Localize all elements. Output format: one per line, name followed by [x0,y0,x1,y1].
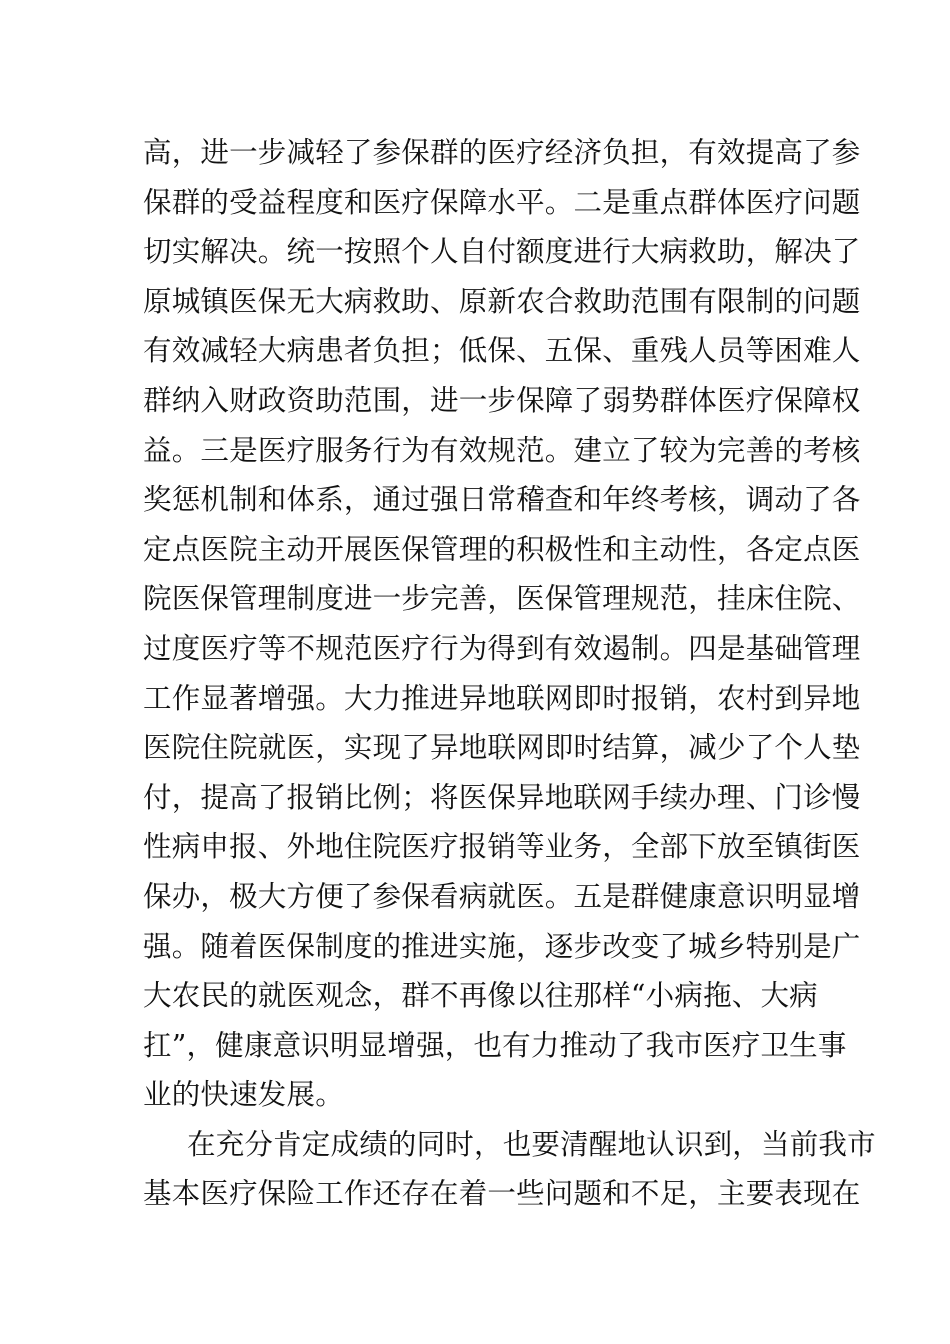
text-line: 业的快速发展。 [143,1078,344,1112]
text-line: 强。随着医保制度的推进实施，逐步改变了城乡特别是广 [143,929,861,963]
text-line: 益。三是医疗服务行为有效规范。建立了较为完善的考核 [143,433,861,467]
text-line-content: 在充分肯定成绩的同时，也要清醒地认识到，当前我市 [187,1127,876,1161]
text-line: 工作显著增强。大力推进异地联网即时报销，农村到异地 [143,681,861,715]
text-line: 基本医疗保险工作还存在着一些问题和不足，主要表现在 [143,1177,861,1211]
text-line: 付，提高了报销比例；将医保异地联网手续办理、门诊慢 [143,780,861,814]
text-line: 有效减轻大病患者负担；低保、五保、重残人员等困难人 [143,334,861,368]
text-line: 高，进一步减轻了参保群的医疗经济负担，有效提高了参 [143,136,861,169]
text-line: 奖惩机制和体系，通过强日常稽查和年终考核，调动了各 [143,483,861,517]
text-line-indented [143,1120,876,1170]
text-line: 定点医院主动开展医保管理的积极性和主动性，各定点医 [143,532,861,566]
text-line: 切实解决。统一按照个人自付额度进行大病救助，解决了 [143,235,861,269]
text-line: 过度医疗等不规范医疗行为得到有效遏制。四是基础管理 [143,631,861,665]
text-line: 保办，极大方便了参保看病就医。五是群健康意识明显增 [143,879,861,913]
text-line: 院医保管理制度进一步完善，医保管理规范，挂床住院、 [143,582,861,616]
paragraph-problems [143,1120,876,1219]
text-line: 保群的受益程度和医疗保障水平。二是重点群体医疗问题 [143,185,861,219]
document-body [143,128,876,1219]
paragraph-achievements [143,128,861,1120]
text-line: 群纳入财政资助范围，进一步保障了弱势群体医疗保障权 [143,383,861,417]
text-line: 大农民的就医观念，群不再像以往那样“小病拖、大病 [143,979,818,1013]
text-line: 扛”，健康意识明显增强，也有力推动了我市医疗卫生事 [143,1028,847,1062]
text-line: 医院住院就医，实现了异地联网即时结算，减少了个人垫 [143,731,861,765]
text-line: 原城镇医保无大病救助、原新农合救助范围有限制的问题 [143,284,861,318]
text-line: 性病申报、外地住院医疗报销等业务，全部下放至镇街医 [143,830,861,864]
